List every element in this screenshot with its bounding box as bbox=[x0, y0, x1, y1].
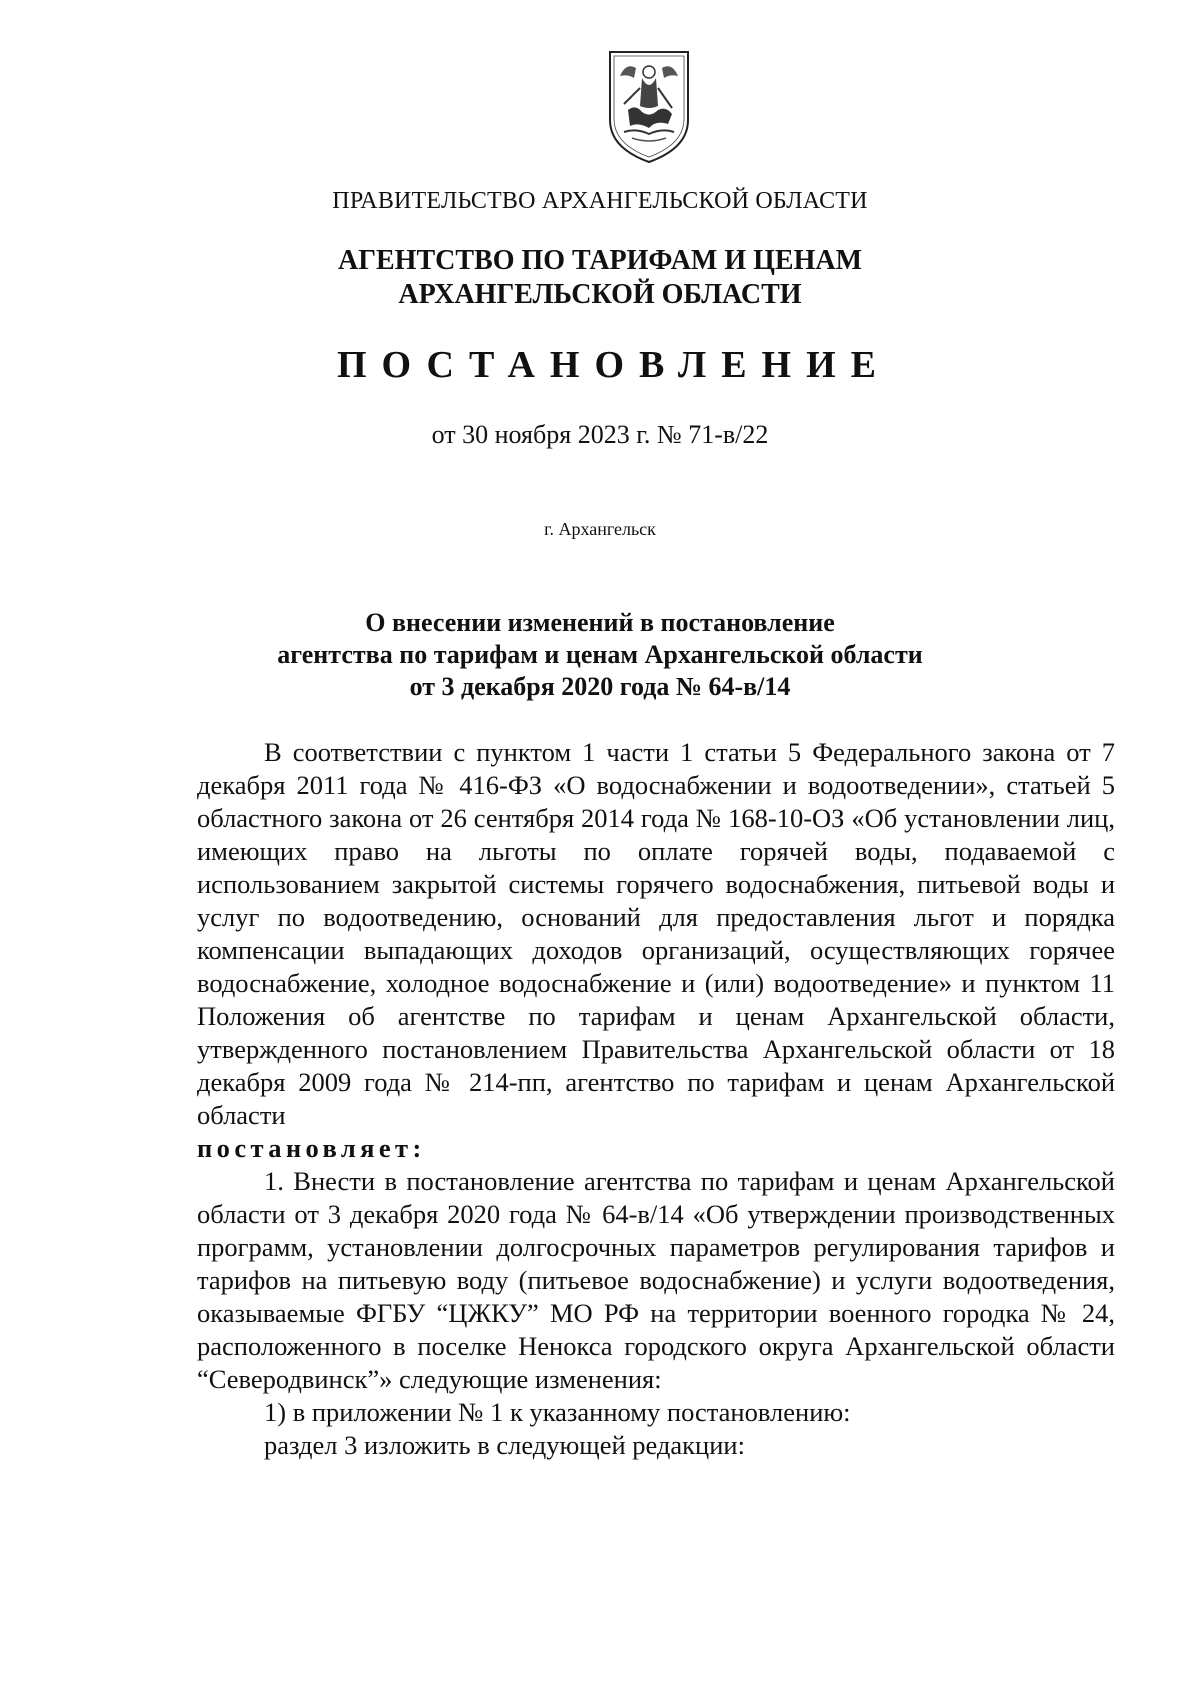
subject-line-3: от 3 декабря 2020 года № 64-в/14 bbox=[409, 672, 791, 701]
subitem-1-paragraph: 1) в приложении № 1 к указанному постановлению: bbox=[264, 1397, 851, 1427]
document-city: г. Архангельск bbox=[544, 519, 656, 539]
agency-name-line-2: АРХАНГЕЛЬСКОЙ ОБЛАСТИ bbox=[398, 279, 802, 310]
resolves-word bbox=[197, 1132, 1115, 1165]
coat-of-arms-emblem bbox=[606, 48, 692, 166]
document-type-title: ПОСТАНОВЛЕНИЕ bbox=[336, 344, 892, 386]
subject-line-2: агентства по тарифам и ценам Архангельской области bbox=[277, 640, 923, 669]
section-3-paragraph: раздел 3 изложить в следующей редакции: bbox=[264, 1430, 745, 1460]
government-name: ПРАВИТЕЛЬСТВО АРХАНГЕЛЬСКОЙ ОБЛАСТИ bbox=[332, 188, 868, 214]
item-1-paragraph: 1. Внести в постановление агентства по тарифам и ценам Архангельской области от 3 декабря 2020 года № 64-в/14 «Об утверждении производственных программ, установлении долгосрочных параметров регулирования тарифов и тарифов на питьевую воду (питьевое водоснабжение) и услуги водоотведения, оказываемые ФГБУ “ЦЖКУ” МО РФ на территории военного городка № 24, расположенного в поселке Ненокса городского округа Архангельской области “Северодвинск”» следующие изменения: bbox=[197, 1166, 1115, 1394]
document-subject bbox=[0, 607, 1200, 703]
resolves-word-text: постановляет: bbox=[197, 1133, 426, 1163]
subject-line-1: О внесении изменений в постановление bbox=[365, 608, 835, 637]
agency-name-line-1: АГЕНТСТВО ПО ТАРИФАМ И ЦЕНАМ bbox=[337, 245, 863, 276]
agency-name bbox=[0, 244, 1200, 312]
document-body bbox=[197, 736, 1115, 1462]
document-date-number: от 30 ноября 2023 г. № 71-в/22 bbox=[431, 420, 769, 449]
preamble-paragraph: В соответствии с пунктом 1 части 1 статьи 5 Федерального закона от 7 декабря 2011 года № 416-ФЗ «О водоснабжении и водоотведении», статьей 5 областного закона от 26 сентября 2014 года № 168-10-ОЗ «Об установлении лиц, имеющих право на льготы по оплате горячей воды, подаваемой с использованием закрытой системы горячего водоснабжения, питьевой воды и услуг по водоотведению, оснований для предоставления льгот и порядка компенсации выпадающих доходов организаций, осуществляющих горячее водоснабжение, холодное водоснабжение и (или) водоотведение» и пунктом 11 Положения об агентстве по тарифам и ценам Архангельской области, утвержденного постановлением Правительства Архангельской области от 18 декабря 2009 года № 214-пп, агентство по тарифам и ценам Архангельской области bbox=[197, 737, 1115, 1130]
